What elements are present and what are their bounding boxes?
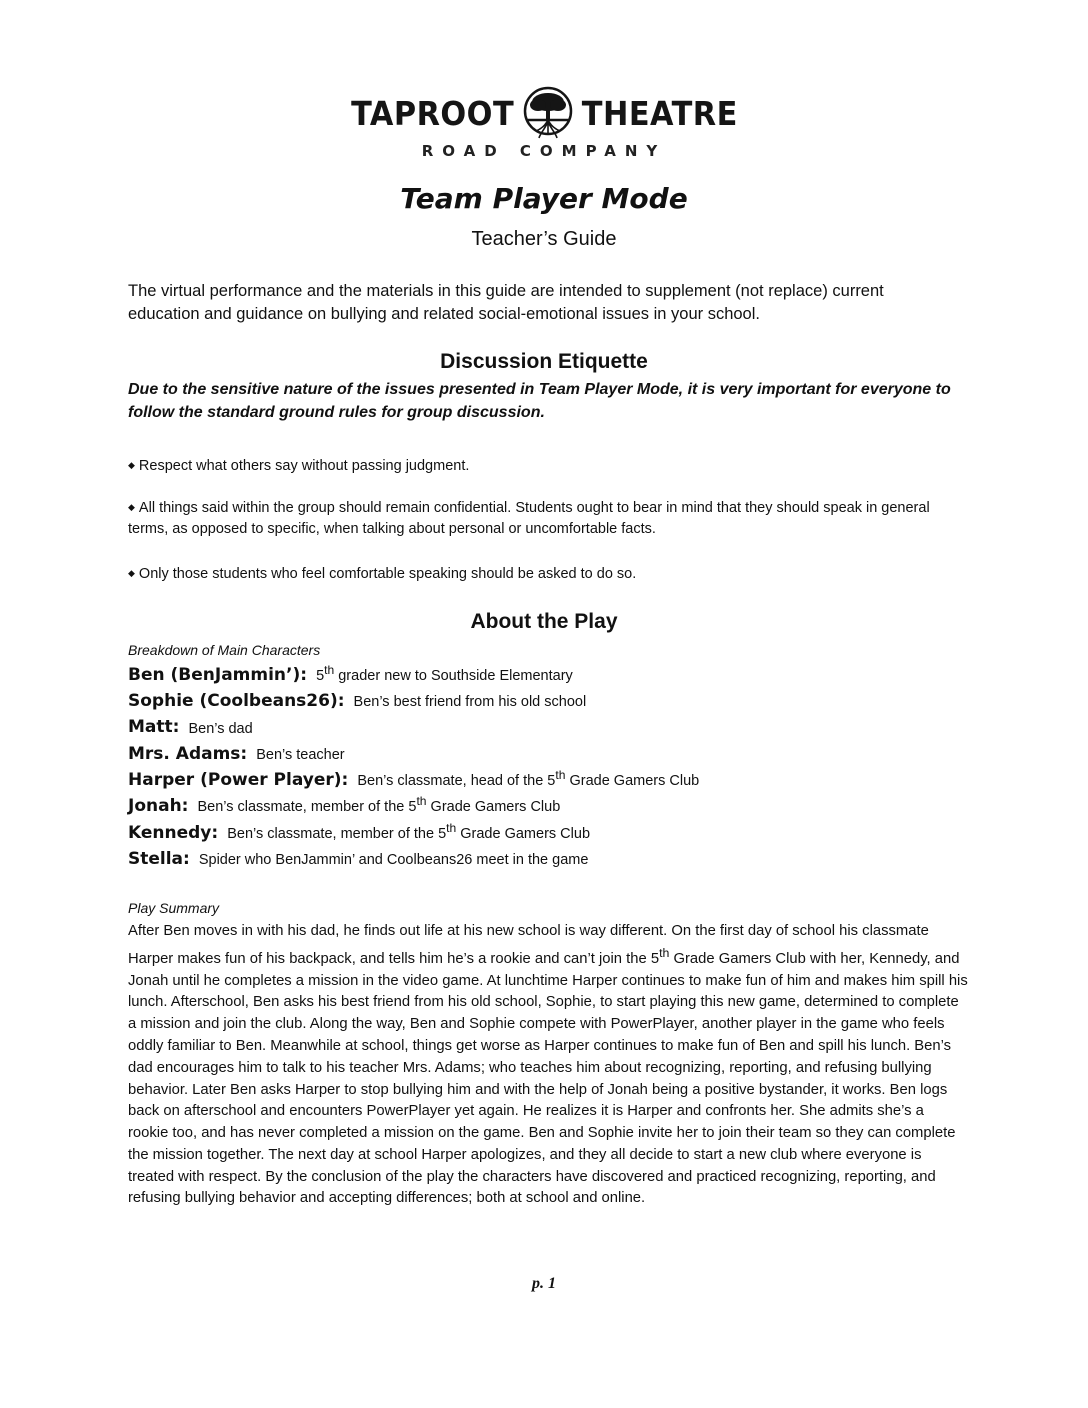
character-item [128,821,988,847]
character-item [128,716,988,742]
document-title: Team Player Mode [400,182,688,215]
character-item [128,689,988,715]
etiquette-rule-text: Respect what others say without passing judgment. [138,458,470,474]
character-description: Ben’s classmate, head of the 5th Grade Gamers Club [357,768,700,790]
character-item [128,794,988,820]
character-item [128,847,988,873]
character-description: Ben’s best friend from his old school [353,694,587,711]
character-name: Sophie (Coolbeans26): [128,691,345,712]
character-name: Matt: [128,717,180,738]
logo-subtitle: ROAD COMPANY [421,142,667,160]
character-name: Jonah: [128,796,189,817]
character-description: Ben’s classmate, member of the 5th Grade Gamers Club [197,794,561,816]
play-summary: After Ben moves in with his dad, he finds out life at his new school is way different. On the first day of school his classmate Harper makes fun of his backpack, and tells him he’s a rookie and can’t join the 5th Grade Gamers Club with her, Kennedy, and Jonah until he completes a mission in the video game. At lunchtime Harper continues to make fun of him and makes him spill his lunch. Afterschool, Ben asks his best friend from his old school, Sophie, to start playing this new game, determined to complete a mission and join the club. Along the way, Ben and Sophie compete with PowerPlayer, another player in the game who feels oddly familiar to Ben. Meanwhile at school, things get worse as Harper continues to make fun of Ben and spill his lunch. Ben’s dad encourages him to talk to his teacher Mrs. Adams; who teaches him about recognizing, reporting, and refusing bullying behavior. Later Ben asks Harper to stop bullying him and with the help of Jonah being a positive bystander, it works. Ben logs back on afterschool and encounters PowerPlayer yet again. He realizes it is Harper and confronts her. She admits she’s a rookie too, and has never completed a mission on the game. Ben and Sophie invite her to join their team so they can complete the mission together. The next day at school Harper apologizes, and they all decide to start a new club where everyone is treated with respect. By the conclusion of the play the characters have discovered and practiced recognizing, reporting, and refusing bullying behavior and accepting differences; both at school and online. [128,923,968,1207]
diamond-bullet-icon: ◆ [128,568,135,578]
logo-word-left: TAPROOT [350,93,514,133]
page-number: p. 1 [532,1275,556,1292]
character-name: Kennedy: [128,822,219,843]
character-item [128,742,988,768]
character-description: Ben’s dad [188,720,253,737]
etiquette-rule [128,563,958,585]
character-name: Harper (Power Player): [128,770,349,791]
diamond-bullet-icon: ◆ [128,502,135,512]
characters-label: Breakdown of Main Characters [128,642,321,658]
character-description: Ben’s teacher [256,746,345,763]
etiquette-rule [128,455,958,477]
summary-label: Play Summary [128,900,220,916]
character-item [128,768,988,794]
character-item [128,663,988,689]
etiquette-heading: Discussion Etiquette [440,350,648,373]
intro-paragraph: The virtual performance and the materials in this guide are intended to supplement (not replace) current education and guidance on bullying and related social-emotional issues in your school. [128,282,884,323]
tree-icon [523,86,573,140]
character-list [128,663,988,873]
document-subtitle: Teacher’s Guide [471,228,617,250]
character-description: Spider who BenJammin’ and Coolbeans26 meet in the game [198,851,589,868]
character-name: Ben (BenJammin’): [128,664,308,685]
play-heading: About the Play [470,610,618,633]
etiquette-rule-text: All things said within the group should remain confidential. Students ought to bear in mind that they should speak in general terms, as opposed to specific, when talking about personal or uncomfortable facts. [128,500,930,537]
logo-word-right: THEATRE [581,93,738,133]
logo [0,84,1088,164]
character-description: Ben’s classmate, member of the 5th Grade Gamers Club [227,820,591,842]
etiquette-rule-text: Only those students who feel comfortable speaking should be asked to do so. [138,566,637,582]
etiquette-note: Due to the sensitive nature of the issues presented in Team Player Mode, it is very important for everyone to follow the standard ground rules for group discussion. [128,381,951,421]
logo-wordmark [0,86,1088,140]
character-name: Mrs. Adams: [128,743,248,764]
character-description: 5th grader new to Southside Elementary [316,663,573,684]
diamond-bullet-icon: ◆ [128,460,135,470]
character-name: Stella: [128,848,190,869]
etiquette-rule [128,497,958,540]
